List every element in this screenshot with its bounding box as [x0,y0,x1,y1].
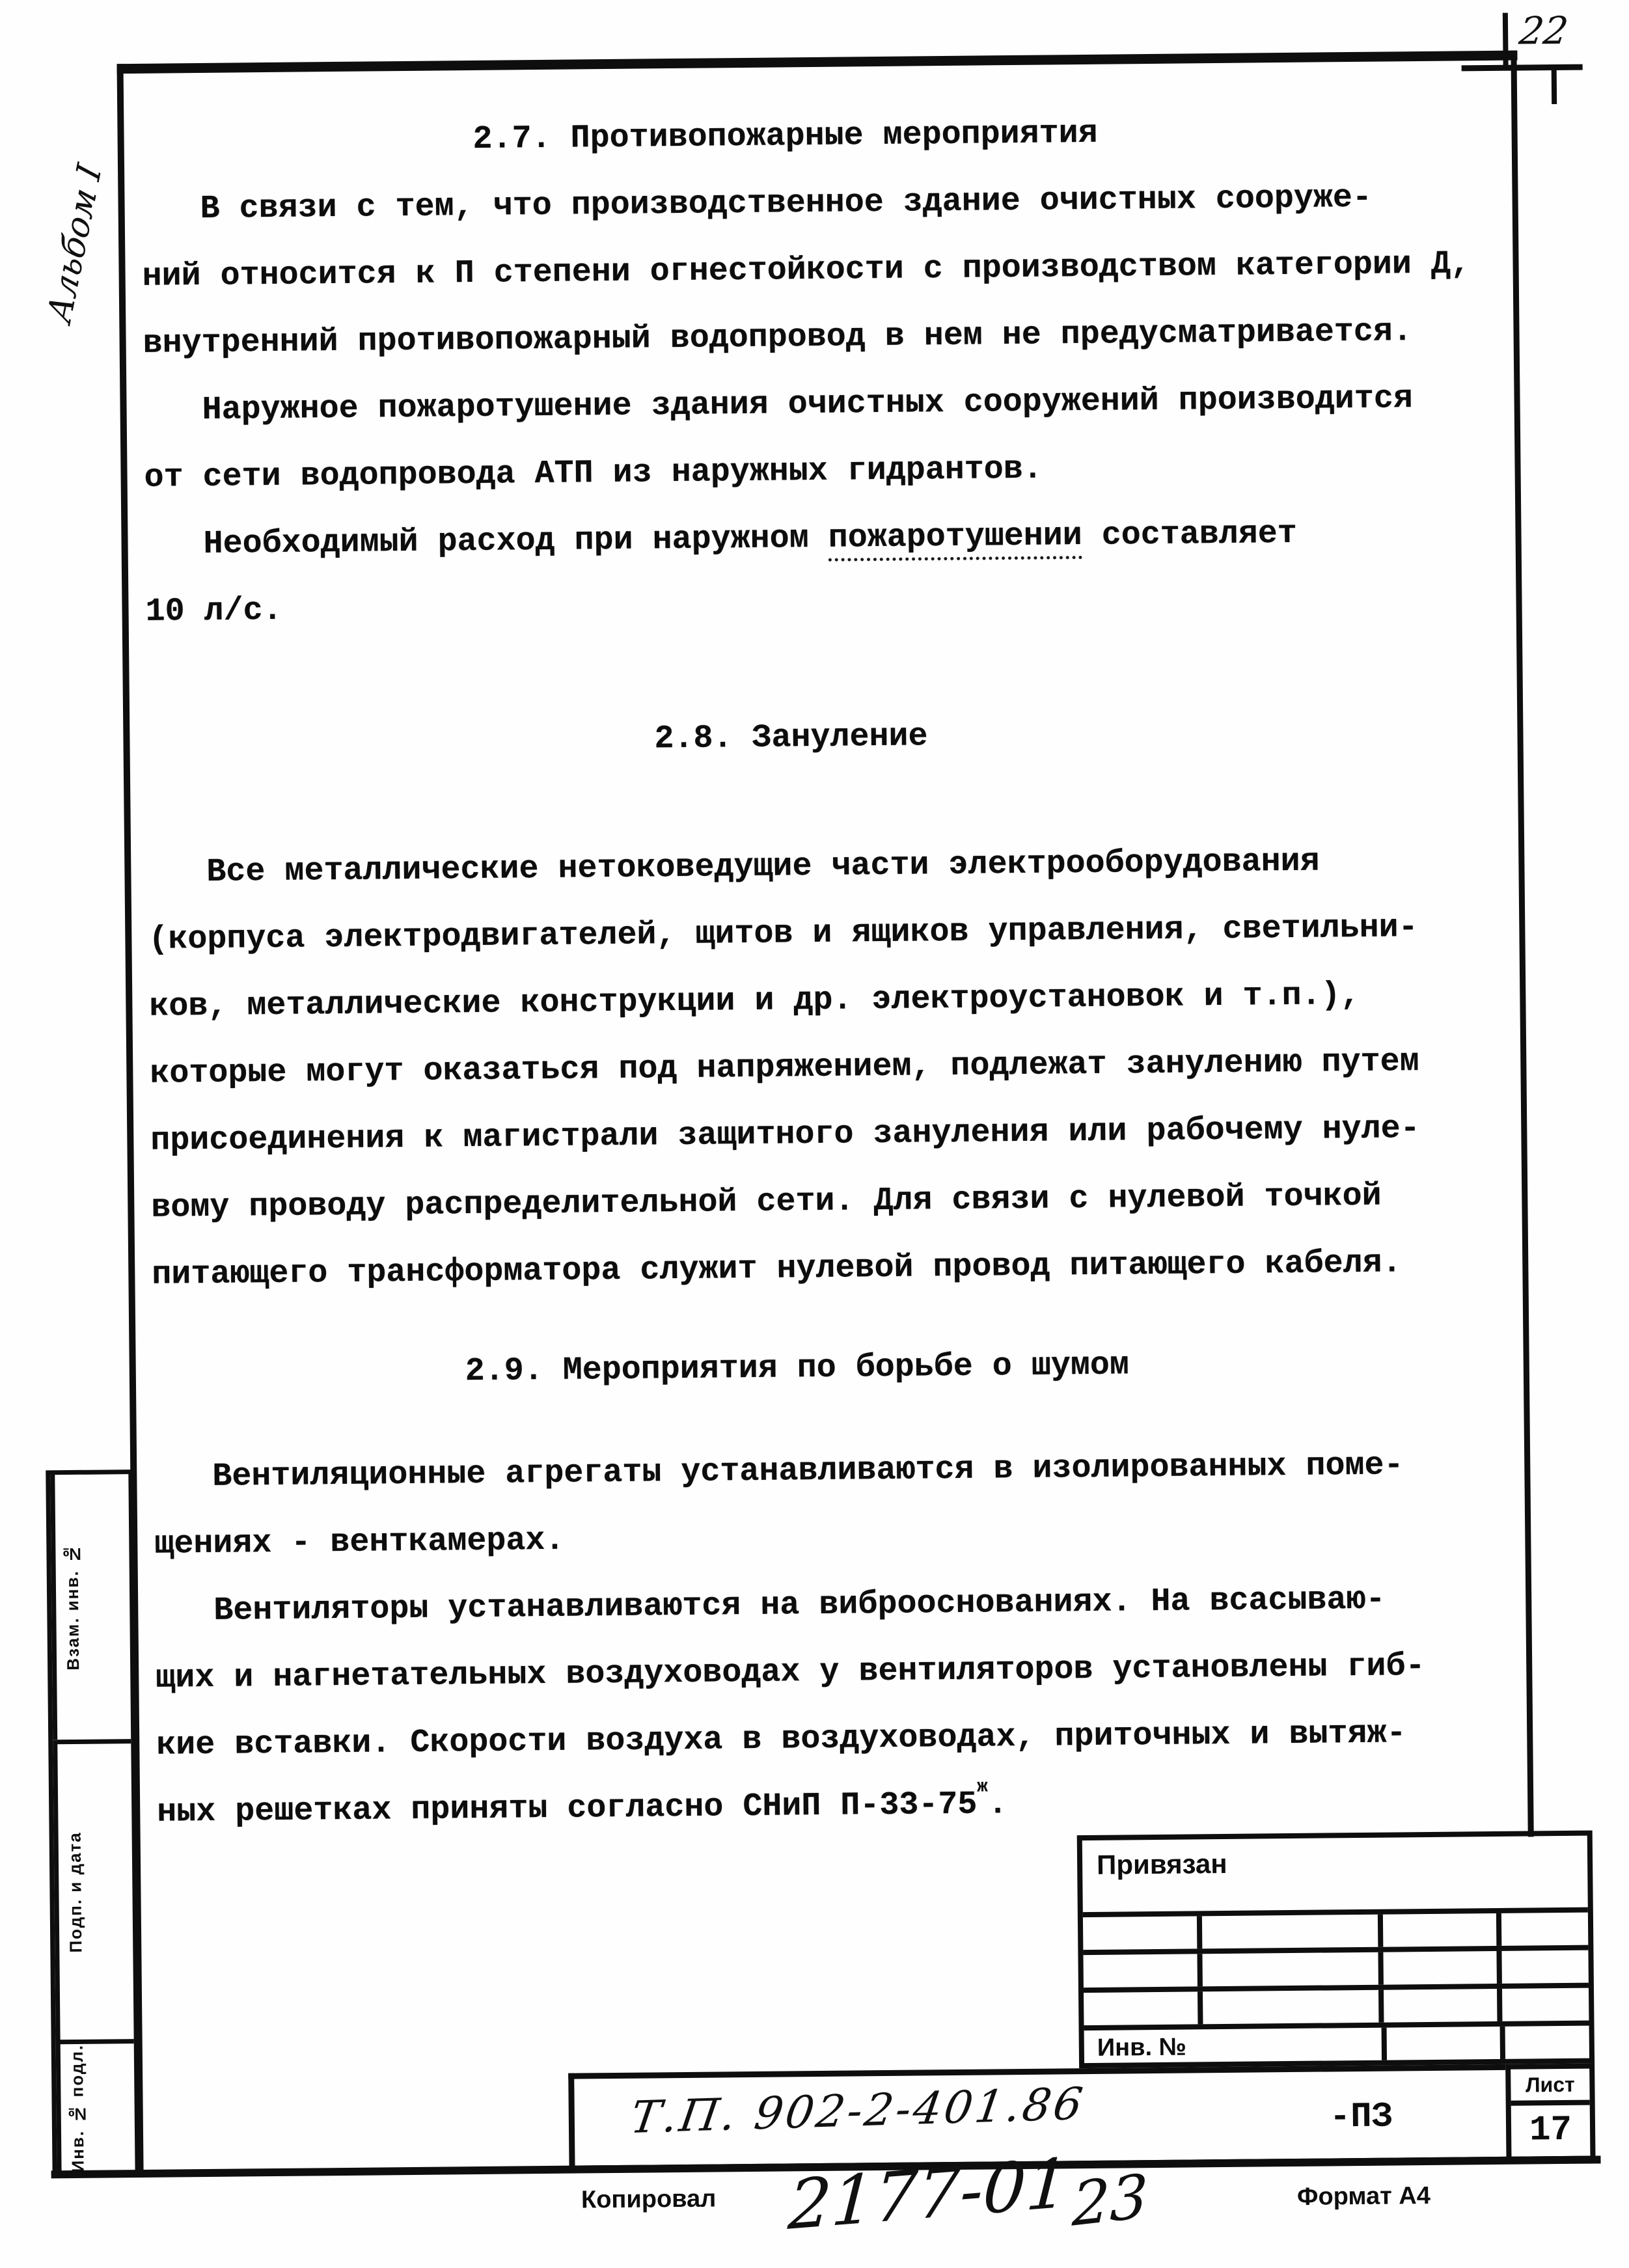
page-number-corner-line [1503,13,1509,68]
paragraph-line: питающего трансформатора служит нулевой провод питающего кабеля. [152,1244,1402,1294]
document-body [141,96,1544,1846]
stamp-grid-cell [1084,1991,1203,2025]
margin-value-empty [87,1474,131,1739]
page-number-corner-line [1552,70,1557,104]
paragraph-line: кие вставки. Скорости воздуха в воздуховодах, приточных и вытяж- [156,1715,1406,1764]
paragraph-line: ков, металлические конструкции и др. электроустановок и т.п.), [149,976,1360,1026]
stamp-grid-row [1084,1988,1589,2030]
section-heading: 2.9. Мероприятия по борьбе о шумом [465,1346,1130,1391]
album-label: Альбом I [40,159,110,327]
margin-label-vzam: Взам. инв. № [50,1475,90,1740]
paragraph-line: от сети водопровода АТП из наружных гидрантов. [144,450,1043,497]
underlined-word: пожаротушении [828,517,1082,562]
stamp-grid-cell [1083,1916,1202,1950]
paragraph-text: . [987,1786,1008,1824]
stamp-grid-cell [1501,1950,1588,1984]
title-block [1077,1831,1595,2069]
footnote-mark: ж [977,1777,988,1797]
stamp-grid-cell [1384,1989,1502,2023]
copied-by-label: Копировал [581,2185,717,2214]
paragraph-line: щениях - венткамерах. [154,1522,565,1563]
page-number-corner-line [1462,64,1583,72]
stamp-grid-cell [1202,1915,1383,1949]
paragraph-line: вому проводу распределительной сети. Для связи с нулевой точкой [151,1177,1382,1227]
stamp-grid-row [1083,1913,1589,1955]
stamp-grid-cell [1502,1988,1589,2021]
paragraph-line: Наружное пожаротушение здания очистных сооружений производится [202,380,1414,429]
margin-cell-inv [56,2044,135,2174]
margin-label-podp: Подп. и дата [53,1744,92,2040]
paragraph-line: которые могут оказаться под напряжением, подлежат занулению путем [150,1043,1419,1093]
paragraph-line: 10 л/с. [145,592,282,631]
paragraph-text: составляет [1082,515,1298,555]
margin-cell-podp [53,1743,133,2045]
margin-label-inv: Инв. № подл. [56,2044,94,2173]
format-label: Формат А4 [1296,2181,1431,2211]
paragraph-line: (корпуса электродвигателей, щитов и ящиков управления, светильни- [148,909,1418,959]
sheet-number: 17 [1529,2110,1572,2151]
document-code: -ПЗ [1329,2097,1393,2138]
paragraph-text: ных решетках приняты согласно СНиП П-33-75 [157,1786,978,1831]
margin-value-empty [90,1743,133,2040]
sheet-number-box [1505,2064,1595,2164]
stamp-grid-cell [1501,1913,1588,1946]
stamp-grid-cell [1505,2026,1589,2059]
paragraph-line: В связи с тем, что производственное здание очистных сооруже- [200,179,1373,228]
stamp-grid-cell [1387,2027,1505,2060]
section-heading: 2.7. Противопожарные мероприятия [472,115,1098,158]
margin-value-empty [93,2044,135,2173]
paragraph-line: Все металлические нетоковедущие части электрооборудования [206,843,1320,891]
paragraph-line: Вентиляционные агрегаты устанавливаются в изолированных поме- [212,1447,1404,1496]
stamp-grid-row [1084,2026,1589,2063]
margin-cell-vzam [50,1474,131,1744]
sheet-label: Лист [1511,2069,1590,2106]
stamp-grid-cell [1202,1952,1383,1987]
paragraph-line: щих и нагнетательных воздуховодах у вентиляторов установлены гиб- [156,1648,1425,1697]
paragraph-line: внутренний противопожарный водопровод в нем не предусматривается. [143,313,1413,362]
paragraph-line: ний относится к П степени огнестойкости с производством категории Д, [142,245,1471,295]
section-heading: 2.8. Зануление [654,718,928,758]
document-number-handwritten: Т.П. 902-2-401.86 [627,2078,1089,2144]
stamp-grid-cell [1383,1913,1501,1947]
paragraph-line: присоединения к магистрали защитного зануления или рабочему нуле- [150,1110,1420,1160]
stamp-grid-cell [1083,1954,1202,1988]
stamp-grid-cell [1383,1951,1501,1985]
binding-label: Привязан [1082,1836,1588,1917]
frame-top-line [116,51,1517,74]
copy-number-handwritten: 23 [1071,2161,1149,2240]
margin-stamp-column [46,1469,139,2178]
inventory-number-label: Инв. № [1084,2028,1387,2063]
order-number-handwritten: 2177-01 [786,2142,1072,2246]
paragraph-line: Вентиляторы устанавливаются на виброоснованиях. На всасываю- [213,1581,1386,1630]
paragraph-text: Необходимый расход при наружном [203,519,828,563]
page-number: 22 [1516,8,1571,53]
paragraph-line [144,498,1531,578]
stamp-grid-row [1083,1950,1589,1993]
stamp-grid-cell [1203,1990,1384,2025]
